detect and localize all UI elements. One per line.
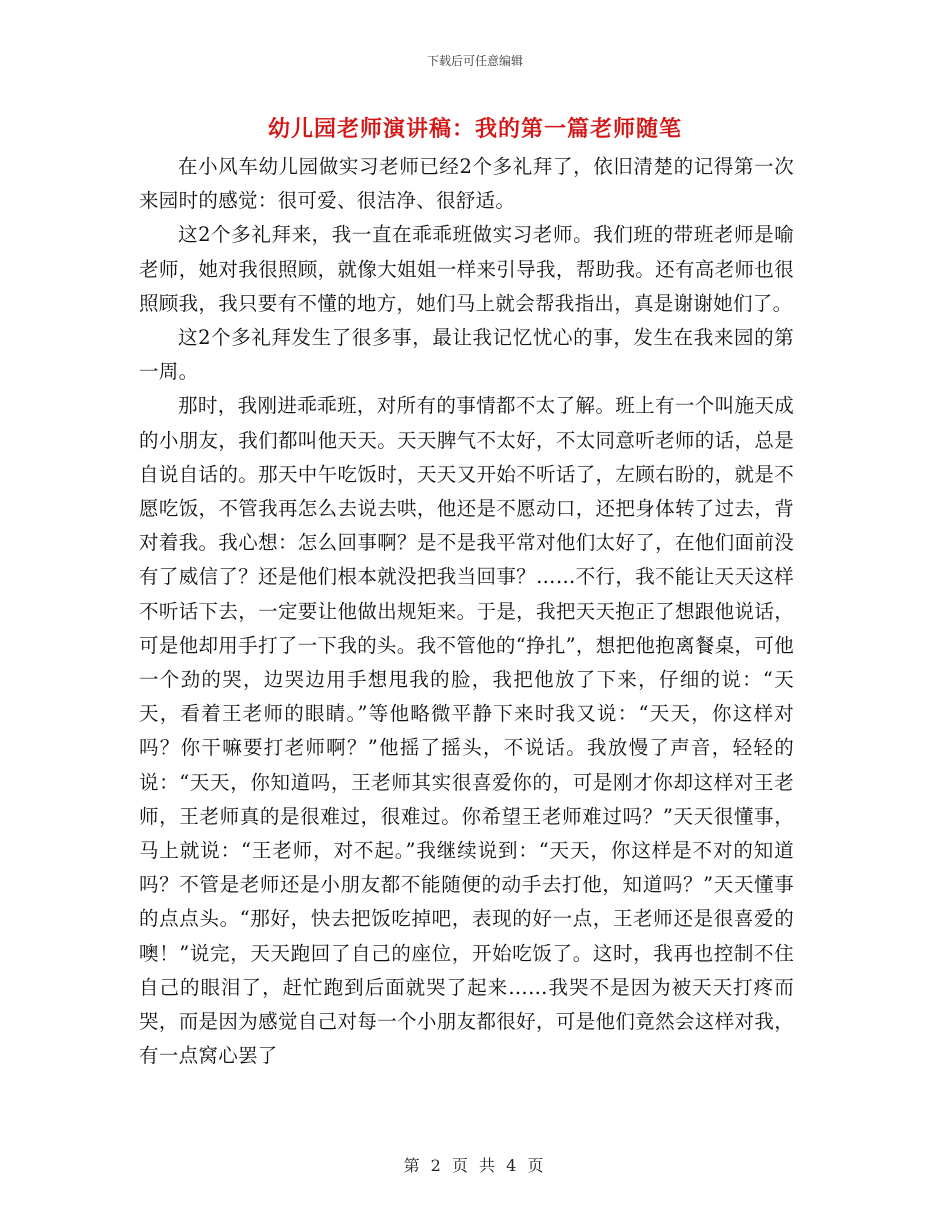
paragraph: 那时，我刚进乖乖班，对所有的事情都不太了解。班上有一个叫施天成的小朋友，我们都叫他天天。天天脾气不太好，不太同意听老师的话，总是自说自话的。那天中午吃饭时，天天又开始不听话了，左顾右盼的，就是不愿吃饭，不管我再怎么去说去哄，他还是不愿动口，还把身体转了过去，背对着我。我心想：怎么回事啊？是不是我平常对他们太好了，在他们面前没有了威信了？还是他们根本就没把我当回事？……不行，我不能让天天这样不听话下去，一定要让他做出规矩来。于是，我把天天抱正了想跟他说话，可是他却用手打了一下我的头。我不管他的“挣扎”，想把他抱离餐桌，可他一个劲的哭，边哭边用手想甩我的脸，我把他放了下来，仔细的说：“天天，看着王老师的眼睛。”等他略微平静下来时我又说：“天天，你这样对吗？你干嘛要打老师啊？”他摇了摇头，不说话。我放慢了声音，轻轻的说：“天天，你知道吗，王老师其实很喜爱你的，可是刚才你却这样对王老师，王老师真的是很难过，很难过。你希望王老师难过吗？”天天很懂事，马上就说：“王老师，对不起。”我继续说到：“天天，你这样是不对的知道吗？不管是老师还是小朋友都不能随便的动手去打他，知道吗？”天天懂事的点点头。“那好，快去把饭吃掉吧，表现的好一点，王老师还是很喜爱的噢！”说完，天天跑回了自己的座位，开始吃饭了。这时，我再也控制不住自己的眼泪了，赶忙跑到后面就哭了起来……我哭不是因为被天天打疼而哭，而是因为感觉自己对每一个小朋友都很好，可是他们竟然会这样对我，有一点窝心罢了 [139, 394, 794, 1068]
paragraph: 这2个多礼拜来，我一直在乖乖班做实习老师。我们班的带班老师是喻老师，她对我很照顾，就像大姐姐一样来引导我，帮助我。还有高老师也很照顾我，我只要有不懂的地方，她们马上就会帮我指出，真是谢谢她们了。 [139, 223, 794, 315]
page-number-footer: 第 2 页 共 4 页 [403, 1156, 547, 1175]
paragraph: 在小风车幼儿园做实习老师已经2个多礼拜了，依旧清楚的记得第一次来园时的感觉：很可爱、很洁净、很舒适。 [139, 155, 794, 213]
document-body [139, 150, 794, 1073]
paragraph: 这2个多礼拜发生了很多事，最让我记忆忧心的事，发生在我来园的第一周。 [139, 326, 794, 384]
document-title: 幼儿园老师演讲稿：我的第一篇老师随笔 [267, 117, 682, 142]
header-note: 下载后可任意编辑 [426, 54, 523, 68]
